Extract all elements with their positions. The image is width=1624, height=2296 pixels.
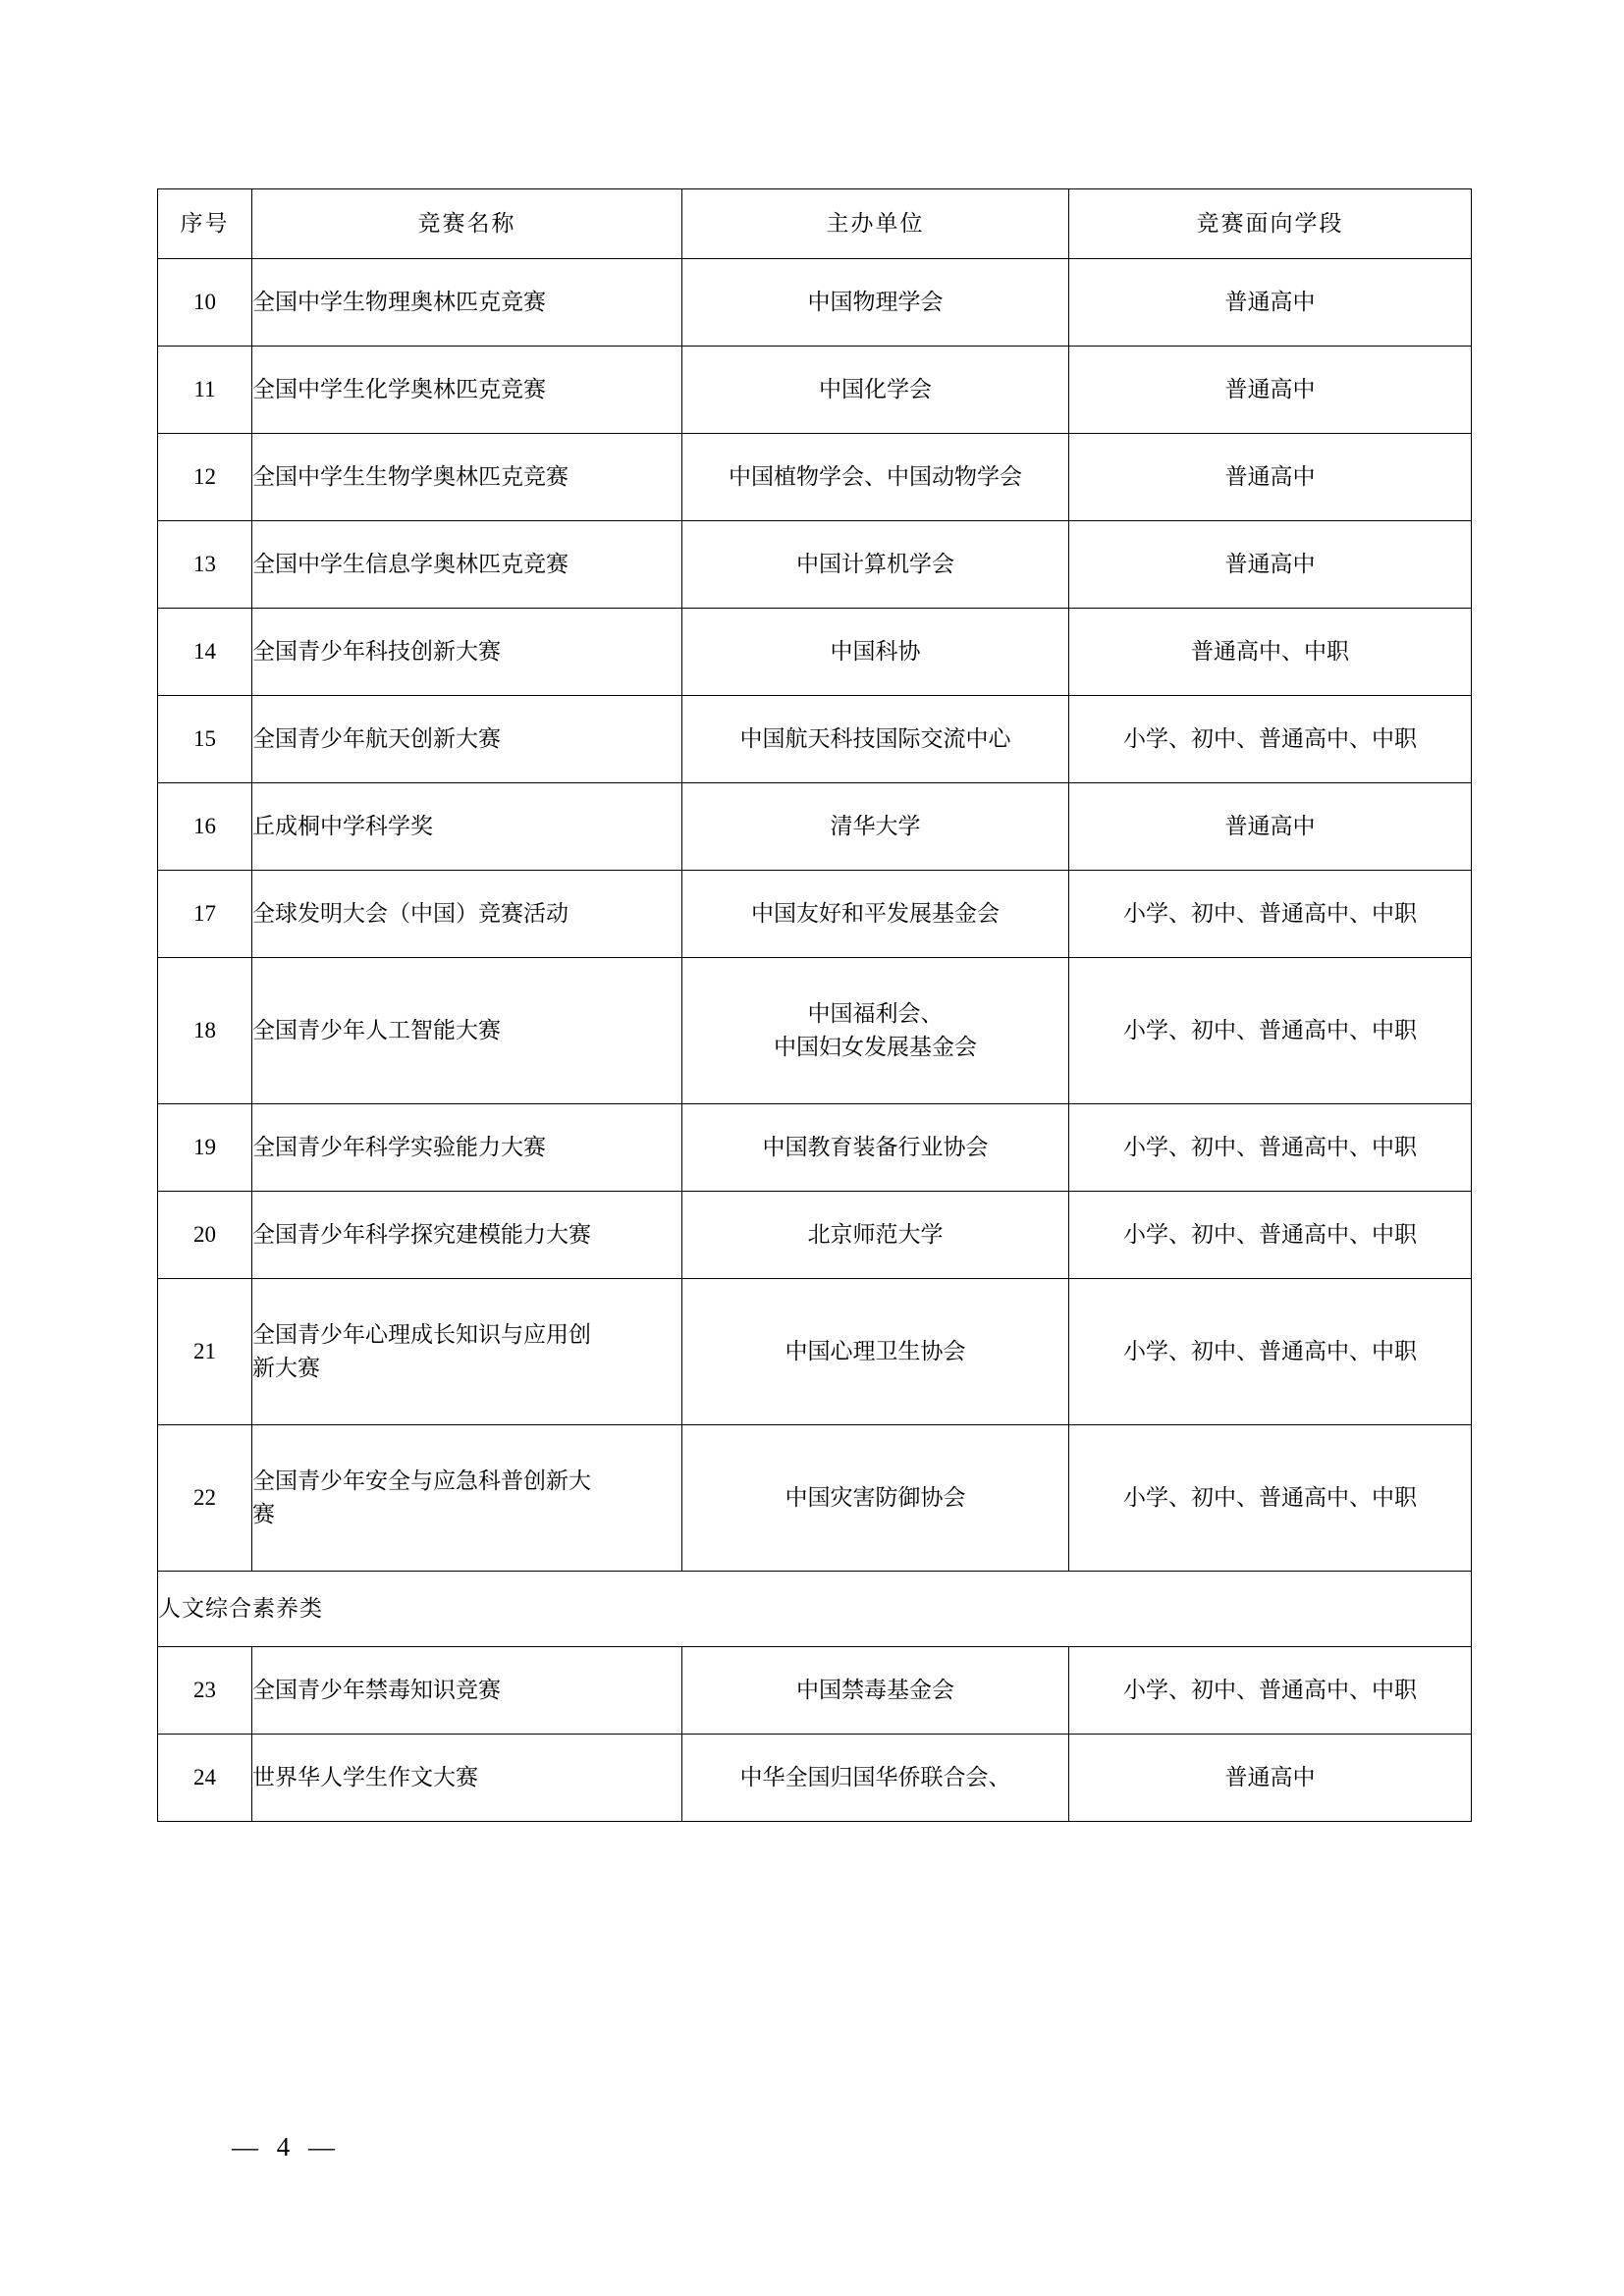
row-name: 世界华人学生作文大赛 <box>252 1735 682 1822</box>
row-name: 全国中学生信息学奥林匹克竞赛 <box>252 521 682 609</box>
row-name-line1: 全国青少年心理成长知识与应用创 <box>252 1321 591 1347</box>
row-organizer: 中国灾害防御协会 <box>682 1425 1069 1572</box>
row-organizer: 清华大学 <box>682 783 1069 871</box>
row-organizer <box>682 958 1069 1104</box>
row-name <box>252 1425 682 1572</box>
row-no: 24 <box>158 1735 252 1822</box>
table-row <box>158 1425 1472 1572</box>
category-row <box>158 1572 1472 1647</box>
header-cell-no: 序号 <box>158 189 252 259</box>
table-header-row <box>158 189 1472 259</box>
row-no: 15 <box>158 696 252 783</box>
row-stage: 小学、初中、普通高中、中职 <box>1069 1192 1472 1279</box>
row-name: 全国青少年航天创新大赛 <box>252 696 682 783</box>
row-organizer: 中国教育装备行业协会 <box>682 1104 1069 1192</box>
row-name-line1: 全国青少年安全与应急科普创新大 <box>252 1468 591 1493</box>
table-row <box>158 347 1472 434</box>
row-organizer: 中国心理卫生协会 <box>682 1279 1069 1425</box>
header-cell-organizer: 主办单位 <box>682 189 1069 259</box>
row-stage: 普通高中 <box>1069 434 1472 521</box>
table-row <box>158 259 1472 347</box>
page-number: — 4 — <box>232 2132 341 2162</box>
row-name-line2: 新大赛 <box>252 1356 320 1380</box>
row-stage: 普通高中 <box>1069 259 1472 347</box>
row-name: 全国中学生化学奥林匹克竞赛 <box>252 347 682 434</box>
row-organizer-line2: 中国妇女发展基金会 <box>774 1035 977 1059</box>
table-row <box>158 871 1472 958</box>
row-organizer: 中国科协 <box>682 609 1069 696</box>
row-stage: 普通高中 <box>1069 521 1472 609</box>
table-row <box>158 521 1472 609</box>
row-name <box>252 1279 682 1425</box>
row-organizer: 北京师范大学 <box>682 1192 1069 1279</box>
row-organizer: 中国化学会 <box>682 347 1069 434</box>
row-no: 23 <box>158 1647 252 1735</box>
row-no: 11 <box>158 347 252 434</box>
table-row <box>158 1104 1472 1192</box>
row-no: 17 <box>158 871 252 958</box>
row-name: 全国青少年禁毒知识竞赛 <box>252 1647 682 1735</box>
table-row <box>158 1192 1472 1279</box>
category-label: 人文综合素养类 <box>158 1572 1472 1647</box>
table-row <box>158 1279 1472 1425</box>
competition-table <box>157 188 1472 1822</box>
header-cell-stage: 竞赛面向学段 <box>1069 189 1472 259</box>
row-no: 20 <box>158 1192 252 1279</box>
row-name: 全球发明大会（中国）竞赛活动 <box>252 871 682 958</box>
row-name: 全国青少年科技创新大赛 <box>252 609 682 696</box>
row-no: 19 <box>158 1104 252 1192</box>
table-row <box>158 609 1472 696</box>
row-name-line2: 赛 <box>252 1502 275 1526</box>
row-organizer: 中国航天科技国际交流中心 <box>682 696 1069 783</box>
row-no: 21 <box>158 1279 252 1425</box>
row-no: 22 <box>158 1425 252 1572</box>
row-stage: 普通高中 <box>1069 347 1472 434</box>
row-organizer: 中国友好和平发展基金会 <box>682 871 1069 958</box>
row-stage: 小学、初中、普通高中、中职 <box>1069 696 1472 783</box>
table-row <box>158 434 1472 521</box>
table-row <box>158 958 1472 1104</box>
row-stage: 普通高中、中职 <box>1069 609 1472 696</box>
row-no: 13 <box>158 521 252 609</box>
row-stage: 小学、初中、普通高中、中职 <box>1069 1104 1472 1192</box>
row-name: 全国中学生生物学奥林匹克竞赛 <box>252 434 682 521</box>
row-stage: 普通高中 <box>1069 1735 1472 1822</box>
table-row <box>158 1647 1472 1735</box>
row-name: 全国中学生物理奥林匹克竞赛 <box>252 259 682 347</box>
row-stage: 小学、初中、普通高中、中职 <box>1069 1647 1472 1735</box>
row-name: 丘成桐中学科学奖 <box>252 783 682 871</box>
row-stage: 小学、初中、普通高中、中职 <box>1069 1279 1472 1425</box>
row-organizer: 中国物理学会 <box>682 259 1069 347</box>
competition-table-container <box>157 188 1471 1822</box>
row-organizer: 中国禁毒基金会 <box>682 1647 1069 1735</box>
table-row <box>158 1735 1472 1822</box>
row-organizer: 中国计算机学会 <box>682 521 1069 609</box>
row-stage: 小学、初中、普通高中、中职 <box>1069 1425 1472 1572</box>
row-no: 16 <box>158 783 252 871</box>
table-row <box>158 696 1472 783</box>
row-stage: 小学、初中、普通高中、中职 <box>1069 871 1472 958</box>
table-row <box>158 783 1472 871</box>
header-cell-name: 竞赛名称 <box>252 189 682 259</box>
row-name: 全国青少年科学探究建模能力大赛 <box>252 1192 682 1279</box>
row-stage: 小学、初中、普通高中、中职 <box>1069 958 1472 1104</box>
row-organizer-line1: 中国福利会、 <box>807 1000 944 1026</box>
row-no: 10 <box>158 259 252 347</box>
row-name: 全国青少年科学实验能力大赛 <box>252 1104 682 1192</box>
row-no: 14 <box>158 609 252 696</box>
row-stage: 普通高中 <box>1069 783 1472 871</box>
row-name: 全国青少年人工智能大赛 <box>252 958 682 1104</box>
row-organizer: 中国植物学会、中国动物学会 <box>682 434 1069 521</box>
row-organizer: 中华全国归国华侨联合会、 <box>682 1735 1069 1822</box>
row-no: 12 <box>158 434 252 521</box>
row-no: 18 <box>158 958 252 1104</box>
